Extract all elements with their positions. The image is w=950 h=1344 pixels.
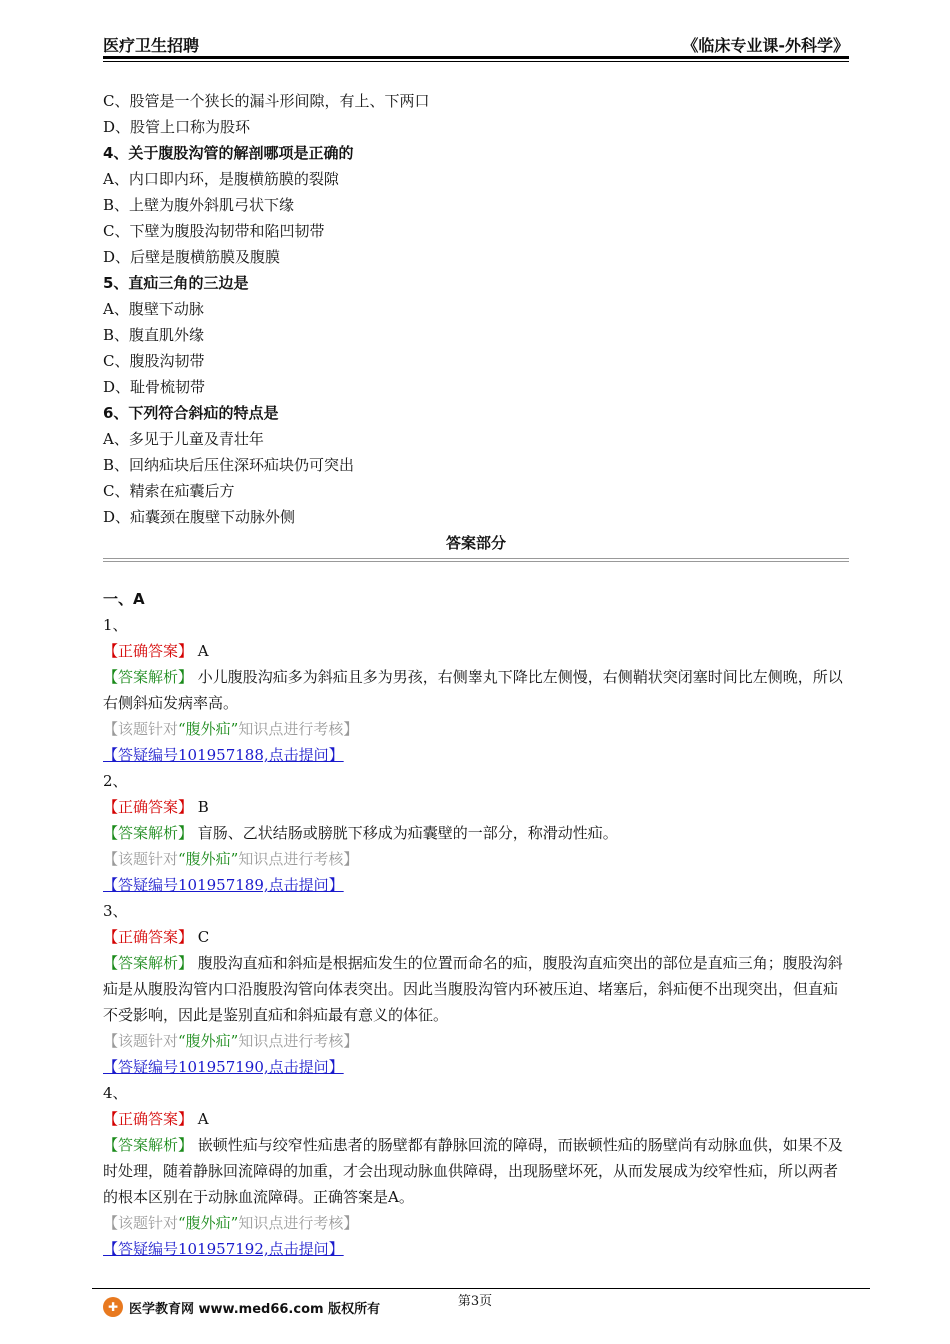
- part-label: 一、A: [103, 590, 145, 608]
- question-option: A、腹壁下动脉: [103, 300, 204, 318]
- question-option: C、腹股沟韧带: [103, 352, 205, 370]
- question-title: 5、直疝三角的三边是: [103, 274, 249, 292]
- correct-answer-value: C: [197, 928, 210, 946]
- answer-number: 1、: [103, 616, 128, 634]
- ask-question-link[interactable]: 【答疑编号101957188,点击提问】: [103, 746, 344, 764]
- answer-block: [103, 768, 849, 898]
- questions-block: [103, 88, 849, 530]
- section-rule: [103, 561, 849, 562]
- analysis-text: 盲肠、乙状结肠或膀胱下移成为疝囊壁的一部分，称滑动性疝。: [197, 824, 618, 842]
- page-number: 第3页: [457, 1294, 493, 1309]
- header-right: 《临床专业课-外科学》: [682, 36, 849, 55]
- question-title: 4、关于腹股沟管的解剖哪项是正确的: [103, 144, 354, 162]
- correct-answer-label: 【正确答案】: [103, 798, 194, 816]
- topic-tag: 【该题针对“腹外疝”知识点进行考核】: [103, 1214, 359, 1232]
- topic-tag: 【该题针对“腹外疝”知识点进行考核】: [103, 1032, 359, 1050]
- analysis-label: 【答案解析】: [103, 824, 194, 842]
- topic-tag: 【该题针对“腹外疝”知识点进行考核】: [103, 850, 359, 868]
- analysis-label: 【答案解析】: [103, 954, 194, 972]
- ask-question-link[interactable]: 【答疑编号101957192,点击提问】: [103, 1240, 344, 1258]
- topic-tag: 【该题针对“腹外疝”知识点进行考核】: [103, 720, 359, 738]
- correct-answer-value: B: [197, 798, 209, 816]
- footer-rule: [92, 1288, 870, 1289]
- question-option: C、下壁为腹股沟韧带和陷凹韧带: [103, 222, 325, 240]
- footer-logo[interactable]: [103, 1296, 380, 1318]
- correct-answer-label: 【正确答案】: [103, 1110, 194, 1128]
- question-option: D、股管上口称为股环: [103, 118, 251, 136]
- question-option: B、上壁为腹外斜肌弓状下缘: [103, 196, 295, 214]
- ask-question-link[interactable]: 【答疑编号101957190,点击提问】: [103, 1058, 344, 1076]
- question-option: A、多见于儿童及青壮年: [103, 430, 264, 448]
- section-rule: [103, 558, 849, 559]
- answer-block: [103, 898, 849, 1080]
- question-title: 6、下列符合斜疝的特点是: [103, 404, 279, 422]
- med66-logo-icon: ✚: [103, 1297, 123, 1317]
- question-option: C、股管是一个狭长的漏斗形间隙，有上、下两口: [103, 92, 430, 110]
- answer-section-title: 答案部分: [445, 534, 506, 552]
- question-option: D、后壁是腹横筋膜及腹膜: [103, 248, 281, 266]
- question-option: D、疝囊颈在腹壁下动脉外侧: [103, 508, 296, 526]
- analysis-label: 【答案解析】: [103, 1136, 194, 1154]
- question-option: C、精索在疝囊后方: [103, 482, 235, 500]
- correct-answer-value: A: [197, 1110, 209, 1128]
- answer-number: 4、: [103, 1084, 128, 1102]
- page-header: [103, 33, 849, 55]
- correct-answer-label: 【正确答案】: [103, 642, 194, 660]
- answer-number: 2、: [103, 772, 128, 790]
- question-option: D、耻骨梳韧带: [103, 378, 206, 396]
- answer-block: [103, 612, 849, 768]
- answer-number: 3、: [103, 902, 128, 920]
- header-rule-thin: [103, 61, 849, 62]
- correct-answer-label: 【正确答案】: [103, 928, 194, 946]
- analysis-label: 【答案解析】: [103, 668, 194, 686]
- analysis-text: 小儿腹股沟疝多为斜疝且多为男孩，右侧睾丸下降比左侧慢，右侧鞘状突闭塞时间比左侧晚，所以右侧斜疝发病率高。: [103, 668, 843, 712]
- answer-block: [103, 1080, 849, 1262]
- question-option: B、腹直肌外缘: [103, 326, 205, 344]
- header-left: 医疗卫生招聘: [103, 36, 200, 55]
- header-rule: [103, 56, 849, 59]
- correct-answer-value: A: [197, 642, 209, 660]
- footer-logo-text: 医学教育网 www.med66.com 版权所有: [129, 1301, 381, 1317]
- analysis-text: 腹股沟直疝和斜疝是根据疝发生的位置而命名的疝，腹股沟直疝突出的部位是直疝三角；腹股沟斜疝是从腹股沟管内口沿腹股沟管向体表突出。因此当腹股沟管内环被压迫、堵塞后，斜疝便不出现突出，但直疝不受影响，因此是鉴别直疝和斜疝最有意义的体征。: [103, 954, 843, 1024]
- ask-question-link[interactable]: 【答疑编号101957189,点击提问】: [103, 876, 344, 894]
- analysis-text: 嵌顿性疝与绞窄性疝患者的肠壁都有静脉回流的障碍，而嵌顿性疝的肠壁尚有动脉血供，如果不及时处理，随着静脉回流障碍的加重，才会出现动脉血供障碍，出现肠壁坏死，从而发展成为绞窄性疝，所以两者的根本区别在于动脉血流障碍。正确答案是A。: [103, 1136, 843, 1206]
- document-body: [103, 88, 849, 1262]
- question-option: B、回纳疝块后压住深环疝块仍可突出: [103, 456, 355, 474]
- question-option: A、内口即内环，是腹横筋膜的裂隙: [103, 170, 339, 188]
